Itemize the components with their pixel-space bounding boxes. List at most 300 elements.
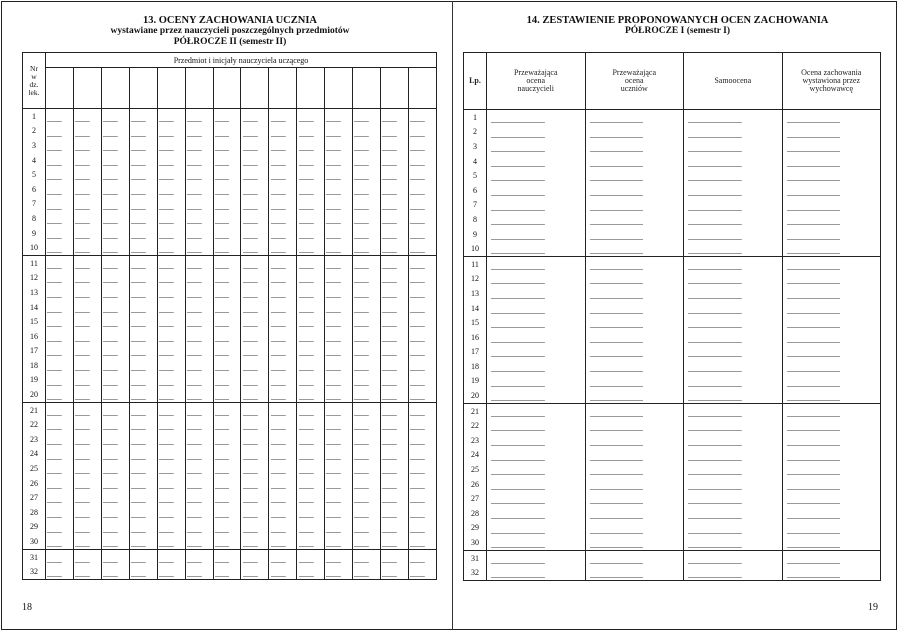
- grade-cell[interactable]: [782, 359, 881, 374]
- grade-cell[interactable]: [129, 447, 157, 462]
- grade-cell[interactable]: [325, 240, 353, 255]
- grade-cell[interactable]: [46, 255, 74, 270]
- grade-cell[interactable]: [157, 358, 185, 373]
- grade-cell[interactable]: [408, 402, 436, 417]
- grade-cell[interactable]: [381, 358, 409, 373]
- grade-cell[interactable]: [381, 402, 409, 417]
- grade-cell[interactable]: [46, 432, 74, 447]
- grade-cell[interactable]: [129, 182, 157, 197]
- grade-cell[interactable]: [782, 565, 881, 580]
- grade-cell[interactable]: [487, 433, 586, 448]
- grade-cell[interactable]: [101, 461, 129, 476]
- grade-cell[interactable]: [585, 433, 684, 448]
- grade-cell[interactable]: [381, 564, 409, 579]
- grade-cell[interactable]: [46, 124, 74, 139]
- grade-cell[interactable]: [585, 212, 684, 227]
- grade-cell[interactable]: [73, 476, 101, 491]
- grade-cell[interactable]: [684, 403, 783, 418]
- grade-cell[interactable]: [487, 330, 586, 345]
- grade-cell[interactable]: [73, 124, 101, 139]
- grade-cell[interactable]: [269, 432, 297, 447]
- grade-cell[interactable]: [353, 490, 381, 505]
- grade-cell[interactable]: [325, 534, 353, 549]
- grade-cell[interactable]: [213, 271, 241, 286]
- grade-cell[interactable]: [381, 387, 409, 402]
- grade-cell[interactable]: [353, 564, 381, 579]
- grade-cell[interactable]: [129, 271, 157, 286]
- grade-cell[interactable]: [297, 505, 325, 520]
- subject-column-header[interactable]: [73, 68, 101, 109]
- grade-cell[interactable]: [241, 358, 269, 373]
- grade-cell[interactable]: [297, 417, 325, 432]
- grade-cell[interactable]: [381, 373, 409, 388]
- grade-cell[interactable]: [585, 168, 684, 183]
- grade-cell[interactable]: [241, 167, 269, 182]
- grade-cell[interactable]: [782, 418, 881, 433]
- grade-cell[interactable]: [585, 462, 684, 477]
- grade-cell[interactable]: [101, 109, 129, 124]
- grade-cell[interactable]: [213, 344, 241, 359]
- grade-cell[interactable]: [487, 256, 586, 271]
- grade-cell[interactable]: [185, 153, 213, 168]
- grade-cell[interactable]: [684, 315, 783, 330]
- subject-column-header[interactable]: [129, 68, 157, 109]
- grade-cell[interactable]: [213, 329, 241, 344]
- grade-cell[interactable]: [129, 314, 157, 329]
- grade-cell[interactable]: [684, 154, 783, 169]
- grade-cell[interactable]: [381, 124, 409, 139]
- grade-cell[interactable]: [213, 447, 241, 462]
- grade-cell[interactable]: [73, 314, 101, 329]
- grade-cell[interactable]: [129, 564, 157, 579]
- grade-cell[interactable]: [353, 109, 381, 124]
- grade-cell[interactable]: [269, 226, 297, 241]
- grade-cell[interactable]: [297, 461, 325, 476]
- grade-cell[interactable]: [381, 285, 409, 300]
- grade-cell[interactable]: [157, 461, 185, 476]
- grade-cell[interactable]: [185, 373, 213, 388]
- grade-cell[interactable]: [782, 374, 881, 389]
- grade-cell[interactable]: [101, 167, 129, 182]
- grade-cell[interactable]: [46, 373, 74, 388]
- grade-cell[interactable]: [129, 461, 157, 476]
- grade-cell[interactable]: [782, 535, 881, 550]
- grade-cell[interactable]: [185, 447, 213, 462]
- grade-cell[interactable]: [381, 271, 409, 286]
- grade-cell[interactable]: [381, 255, 409, 270]
- grade-cell[interactable]: [185, 490, 213, 505]
- grade-cell[interactable]: [684, 241, 783, 256]
- grade-cell[interactable]: [185, 314, 213, 329]
- grade-cell[interactable]: [213, 240, 241, 255]
- grade-cell[interactable]: [381, 490, 409, 505]
- grade-cell[interactable]: [353, 314, 381, 329]
- grade-cell[interactable]: [73, 255, 101, 270]
- grade-cell[interactable]: [129, 520, 157, 535]
- grade-cell[interactable]: [157, 285, 185, 300]
- grade-cell[interactable]: [213, 505, 241, 520]
- grade-cell[interactable]: [782, 286, 881, 301]
- grade-cell[interactable]: [408, 226, 436, 241]
- grade-cell[interactable]: [73, 138, 101, 153]
- subject-column-header[interactable]: [157, 68, 185, 109]
- grade-cell[interactable]: [157, 402, 185, 417]
- grade-cell[interactable]: [408, 138, 436, 153]
- grade-cell[interactable]: [381, 344, 409, 359]
- grade-cell[interactable]: [46, 329, 74, 344]
- grade-cell[interactable]: [269, 490, 297, 505]
- grade-cell[interactable]: [73, 344, 101, 359]
- grade-cell[interactable]: [353, 432, 381, 447]
- grade-cell[interactable]: [487, 315, 586, 330]
- grade-cell[interactable]: [269, 240, 297, 255]
- grade-cell[interactable]: [101, 226, 129, 241]
- grade-cell[interactable]: [297, 300, 325, 315]
- grade-cell[interactable]: [585, 491, 684, 506]
- grade-cell[interactable]: [46, 300, 74, 315]
- grade-cell[interactable]: [325, 255, 353, 270]
- grade-cell[interactable]: [129, 387, 157, 402]
- grade-cell[interactable]: [684, 521, 783, 536]
- grade-cell[interactable]: [408, 520, 436, 535]
- grade-cell[interactable]: [487, 388, 586, 403]
- grade-cell[interactable]: [73, 402, 101, 417]
- grade-cell[interactable]: [185, 520, 213, 535]
- grade-cell[interactable]: [241, 255, 269, 270]
- grade-cell[interactable]: [325, 300, 353, 315]
- grade-cell[interactable]: [487, 506, 586, 521]
- grade-cell[interactable]: [381, 153, 409, 168]
- grade-cell[interactable]: [185, 505, 213, 520]
- grade-cell[interactable]: [185, 329, 213, 344]
- grade-cell[interactable]: [782, 491, 881, 506]
- grade-cell[interactable]: [353, 520, 381, 535]
- grade-cell[interactable]: [185, 344, 213, 359]
- grade-cell[interactable]: [129, 255, 157, 270]
- grade-cell[interactable]: [782, 448, 881, 463]
- grade-cell[interactable]: [73, 358, 101, 373]
- grade-cell[interactable]: [46, 314, 74, 329]
- grade-cell[interactable]: [241, 226, 269, 241]
- grade-cell[interactable]: [241, 271, 269, 286]
- grade-cell[interactable]: [585, 241, 684, 256]
- grade-cell[interactable]: [46, 240, 74, 255]
- grade-cell[interactable]: [381, 197, 409, 212]
- grade-cell[interactable]: [353, 505, 381, 520]
- grade-cell[interactable]: [297, 182, 325, 197]
- grade-cell[interactable]: [269, 124, 297, 139]
- grade-cell[interactable]: [684, 198, 783, 213]
- subject-column-header[interactable]: [46, 68, 74, 109]
- grade-cell[interactable]: [782, 521, 881, 536]
- grade-cell[interactable]: [381, 461, 409, 476]
- grade-cell[interactable]: [782, 330, 881, 345]
- grade-cell[interactable]: [684, 256, 783, 271]
- grade-cell[interactable]: [297, 197, 325, 212]
- grade-cell[interactable]: [129, 417, 157, 432]
- grade-cell[interactable]: [487, 359, 586, 374]
- grade-cell[interactable]: [585, 565, 684, 580]
- grade-cell[interactable]: [241, 300, 269, 315]
- grade-cell[interactable]: [101, 329, 129, 344]
- grade-cell[interactable]: [241, 417, 269, 432]
- grade-cell[interactable]: [353, 344, 381, 359]
- grade-cell[interactable]: [185, 271, 213, 286]
- grade-cell[interactable]: [269, 182, 297, 197]
- grade-cell[interactable]: [157, 476, 185, 491]
- grade-cell[interactable]: [381, 226, 409, 241]
- grade-cell[interactable]: [782, 462, 881, 477]
- grade-cell[interactable]: [408, 271, 436, 286]
- grade-cell[interactable]: [684, 418, 783, 433]
- grade-cell[interactable]: [684, 388, 783, 403]
- grade-cell[interactable]: [46, 387, 74, 402]
- grade-cell[interactable]: [46, 476, 74, 491]
- grade-cell[interactable]: [325, 373, 353, 388]
- grade-cell[interactable]: [157, 167, 185, 182]
- grade-cell[interactable]: [185, 432, 213, 447]
- grade-cell[interactable]: [46, 461, 74, 476]
- grade-cell[interactable]: [487, 139, 586, 154]
- grade-cell[interactable]: [782, 388, 881, 403]
- grade-cell[interactable]: [213, 138, 241, 153]
- grade-cell[interactable]: [408, 240, 436, 255]
- grade-cell[interactable]: [157, 417, 185, 432]
- grade-cell[interactable]: [585, 272, 684, 287]
- grade-cell[interactable]: [782, 256, 881, 271]
- grade-cell[interactable]: [129, 153, 157, 168]
- grade-cell[interactable]: [684, 433, 783, 448]
- grade-cell[interactable]: [213, 109, 241, 124]
- grade-cell[interactable]: [185, 549, 213, 564]
- grade-cell[interactable]: [782, 139, 881, 154]
- grade-cell[interactable]: [157, 564, 185, 579]
- grade-cell[interactable]: [185, 300, 213, 315]
- grade-cell[interactable]: [157, 490, 185, 505]
- grade-cell[interactable]: [782, 315, 881, 330]
- grade-cell[interactable]: [157, 534, 185, 549]
- grade-cell[interactable]: [585, 110, 684, 125]
- grade-cell[interactable]: [73, 182, 101, 197]
- grade-cell[interactable]: [157, 124, 185, 139]
- grade-cell[interactable]: [269, 285, 297, 300]
- grade-cell[interactable]: [325, 505, 353, 520]
- grade-cell[interactable]: [241, 520, 269, 535]
- grade-cell[interactable]: [185, 240, 213, 255]
- grade-cell[interactable]: [297, 240, 325, 255]
- grade-cell[interactable]: [297, 167, 325, 182]
- grade-cell[interactable]: [46, 564, 74, 579]
- grade-cell[interactable]: [269, 417, 297, 432]
- grade-cell[interactable]: [684, 286, 783, 301]
- grade-cell[interactable]: [325, 447, 353, 462]
- grade-cell[interactable]: [73, 211, 101, 226]
- grade-cell[interactable]: [185, 358, 213, 373]
- grade-cell[interactable]: [101, 432, 129, 447]
- grade-cell[interactable]: [782, 301, 881, 316]
- grade-cell[interactable]: [185, 387, 213, 402]
- grade-cell[interactable]: [408, 417, 436, 432]
- grade-cell[interactable]: [185, 211, 213, 226]
- grade-cell[interactable]: [684, 550, 783, 565]
- grade-cell[interactable]: [782, 241, 881, 256]
- grade-cell[interactable]: [353, 549, 381, 564]
- grade-cell[interactable]: [325, 329, 353, 344]
- grade-cell[interactable]: [684, 212, 783, 227]
- grade-cell[interactable]: [129, 373, 157, 388]
- grade-cell[interactable]: [241, 197, 269, 212]
- grade-cell[interactable]: [381, 476, 409, 491]
- grade-cell[interactable]: [684, 301, 783, 316]
- grade-cell[interactable]: [353, 447, 381, 462]
- grade-cell[interactable]: [381, 505, 409, 520]
- grade-cell[interactable]: [241, 387, 269, 402]
- grade-cell[interactable]: [213, 167, 241, 182]
- grade-cell[interactable]: [408, 358, 436, 373]
- grade-cell[interactable]: [782, 110, 881, 125]
- grade-cell[interactable]: [353, 255, 381, 270]
- grade-cell[interactable]: [46, 505, 74, 520]
- grade-cell[interactable]: [101, 447, 129, 462]
- grade-cell[interactable]: [487, 565, 586, 580]
- grade-cell[interactable]: [129, 358, 157, 373]
- grade-cell[interactable]: [73, 387, 101, 402]
- grade-cell[interactable]: [297, 520, 325, 535]
- grade-cell[interactable]: [213, 153, 241, 168]
- grade-cell[interactable]: [585, 256, 684, 271]
- grade-cell[interactable]: [213, 402, 241, 417]
- grade-cell[interactable]: [297, 211, 325, 226]
- grade-cell[interactable]: [46, 358, 74, 373]
- grade-cell[interactable]: [353, 197, 381, 212]
- grade-cell[interactable]: [157, 153, 185, 168]
- grade-cell[interactable]: [129, 476, 157, 491]
- grade-cell[interactable]: [269, 564, 297, 579]
- grade-cell[interactable]: [129, 109, 157, 124]
- grade-cell[interactable]: [353, 476, 381, 491]
- grade-cell[interactable]: [325, 461, 353, 476]
- grade-cell[interactable]: [101, 124, 129, 139]
- grade-cell[interactable]: [408, 387, 436, 402]
- grade-cell[interactable]: [684, 374, 783, 389]
- grade-cell[interactable]: [381, 182, 409, 197]
- grade-cell[interactable]: [325, 564, 353, 579]
- grade-cell[interactable]: [73, 534, 101, 549]
- grade-cell[interactable]: [241, 285, 269, 300]
- grade-cell[interactable]: [73, 432, 101, 447]
- grade-cell[interactable]: [684, 448, 783, 463]
- grade-cell[interactable]: [325, 417, 353, 432]
- grade-cell[interactable]: [684, 168, 783, 183]
- grade-cell[interactable]: [487, 403, 586, 418]
- grade-cell[interactable]: [325, 138, 353, 153]
- grade-cell[interactable]: [297, 344, 325, 359]
- grade-cell[interactable]: [269, 344, 297, 359]
- grade-cell[interactable]: [381, 109, 409, 124]
- grade-cell[interactable]: [381, 329, 409, 344]
- grade-cell[interactable]: [297, 138, 325, 153]
- grade-cell[interactable]: [101, 255, 129, 270]
- grade-cell[interactable]: [129, 432, 157, 447]
- grade-cell[interactable]: [185, 182, 213, 197]
- grade-cell[interactable]: [213, 417, 241, 432]
- grade-cell[interactable]: [684, 462, 783, 477]
- grade-cell[interactable]: [157, 226, 185, 241]
- grade-cell[interactable]: [269, 505, 297, 520]
- grade-cell[interactable]: [269, 314, 297, 329]
- grade-cell[interactable]: [408, 300, 436, 315]
- grade-cell[interactable]: [157, 182, 185, 197]
- grade-cell[interactable]: [782, 154, 881, 169]
- grade-cell[interactable]: [353, 461, 381, 476]
- grade-cell[interactable]: [353, 138, 381, 153]
- grade-cell[interactable]: [73, 167, 101, 182]
- grade-cell[interactable]: [73, 549, 101, 564]
- grade-cell[interactable]: [585, 550, 684, 565]
- grade-cell[interactable]: [585, 183, 684, 198]
- grade-cell[interactable]: [101, 240, 129, 255]
- grade-cell[interactable]: [101, 534, 129, 549]
- grade-cell[interactable]: [129, 505, 157, 520]
- grade-cell[interactable]: [297, 329, 325, 344]
- grade-cell[interactable]: [269, 197, 297, 212]
- grade-cell[interactable]: [297, 432, 325, 447]
- grade-cell[interactable]: [487, 477, 586, 492]
- grade-cell[interactable]: [73, 300, 101, 315]
- grade-cell[interactable]: [408, 505, 436, 520]
- grade-cell[interactable]: [408, 109, 436, 124]
- grade-cell[interactable]: [185, 534, 213, 549]
- grade-cell[interactable]: [185, 255, 213, 270]
- grade-cell[interactable]: [213, 490, 241, 505]
- grade-cell[interactable]: [129, 211, 157, 226]
- grade-cell[interactable]: [408, 476, 436, 491]
- grade-cell[interactable]: [325, 520, 353, 535]
- grade-cell[interactable]: [325, 402, 353, 417]
- grade-cell[interactable]: [408, 534, 436, 549]
- grade-cell[interactable]: [585, 154, 684, 169]
- grade-cell[interactable]: [46, 520, 74, 535]
- grade-cell[interactable]: [241, 505, 269, 520]
- grade-cell[interactable]: [241, 211, 269, 226]
- grade-cell[interactable]: [129, 138, 157, 153]
- grade-cell[interactable]: [381, 534, 409, 549]
- grade-cell[interactable]: [185, 285, 213, 300]
- grade-cell[interactable]: [241, 124, 269, 139]
- subject-column-header[interactable]: [297, 68, 325, 109]
- grade-cell[interactable]: [325, 285, 353, 300]
- grade-cell[interactable]: [353, 271, 381, 286]
- grade-cell[interactable]: [213, 564, 241, 579]
- grade-cell[interactable]: [269, 520, 297, 535]
- grade-cell[interactable]: [381, 167, 409, 182]
- grade-cell[interactable]: [241, 490, 269, 505]
- grade-cell[interactable]: [585, 477, 684, 492]
- subject-column-header[interactable]: [325, 68, 353, 109]
- grade-cell[interactable]: [297, 285, 325, 300]
- grade-cell[interactable]: [73, 226, 101, 241]
- grade-cell[interactable]: [782, 433, 881, 448]
- grade-cell[interactable]: [297, 447, 325, 462]
- grade-cell[interactable]: [101, 211, 129, 226]
- grade-cell[interactable]: [241, 153, 269, 168]
- grade-cell[interactable]: [325, 109, 353, 124]
- grade-cell[interactable]: [73, 271, 101, 286]
- grade-cell[interactable]: [585, 521, 684, 536]
- grade-cell[interactable]: [408, 314, 436, 329]
- grade-cell[interactable]: [73, 461, 101, 476]
- grade-cell[interactable]: [297, 358, 325, 373]
